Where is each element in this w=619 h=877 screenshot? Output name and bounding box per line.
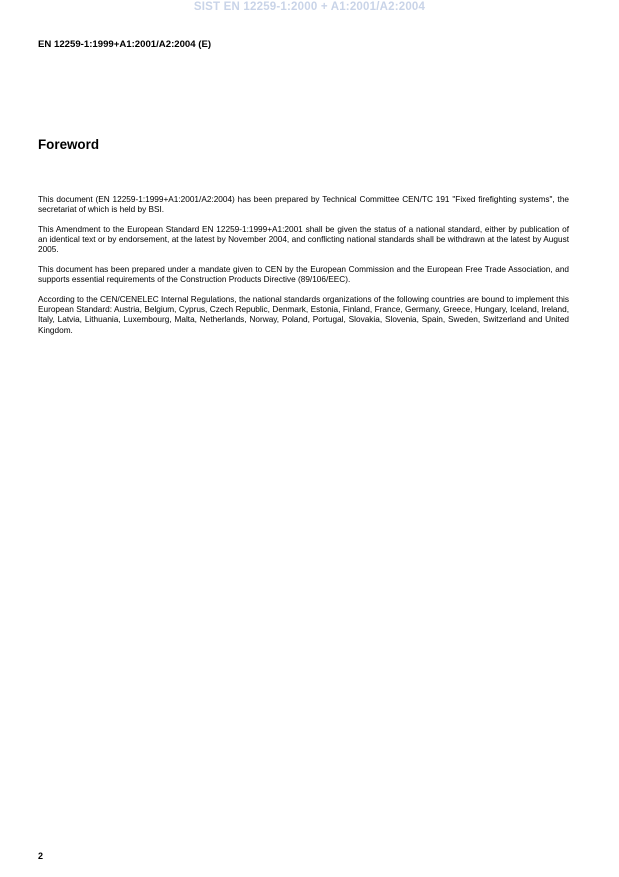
watermark-header: SIST EN 12259-1:2000 + A1:2001/A2:2004 (193, 1, 426, 13)
foreword-body (38, 195, 569, 345)
foreword-paragraph-preparation: This document (EN 12259-1:1999+A1:2001/A2:2004) has been prepared by Technical Committee CEN/TC 191 "Fixed firefighting systems", the secretariat of which is held by BSI. (38, 195, 569, 215)
foreword-heading: Foreword (38, 137, 100, 152)
page-number: 2 (38, 851, 44, 861)
foreword-paragraph-status: This Amendment to the European Standard EN 12259-1:1999+A1:2001 shall be given the status of a national standard, either by publication of an identical text or by endorsement, at the latest by November 2004, and conflicting national standards shall be withdrawn at the latest by August 2005. (38, 224, 569, 255)
foreword-paragraph-countries: According to the CEN/CENELEC Internal Regulations, the national standards organizations of the following countries are bound to implement this European Standard: Austria, Belgium, Cyprus, Czech Republic, Denmark, Estonia, Finland, France, Germany, Greece, Hungary, Iceland, Ireland, Italy, Latvia, Lithuania, Luxembourg, Malta, Netherlands, Norway, Poland, Portugal, Slovakia, Slovenia, Spain, Sweden, Switzerland and United Kingdom. (38, 294, 569, 335)
document-reference: EN 12259-1:1999+A1:2001/A2:2004 (E) (38, 39, 212, 50)
foreword-paragraph-mandate: This document has been prepared under a mandate given to CEN by the European Commission and the European Free Trade Association, and supports essential requirements of the Construction Products Directive (89/106/EEC). (38, 265, 569, 285)
